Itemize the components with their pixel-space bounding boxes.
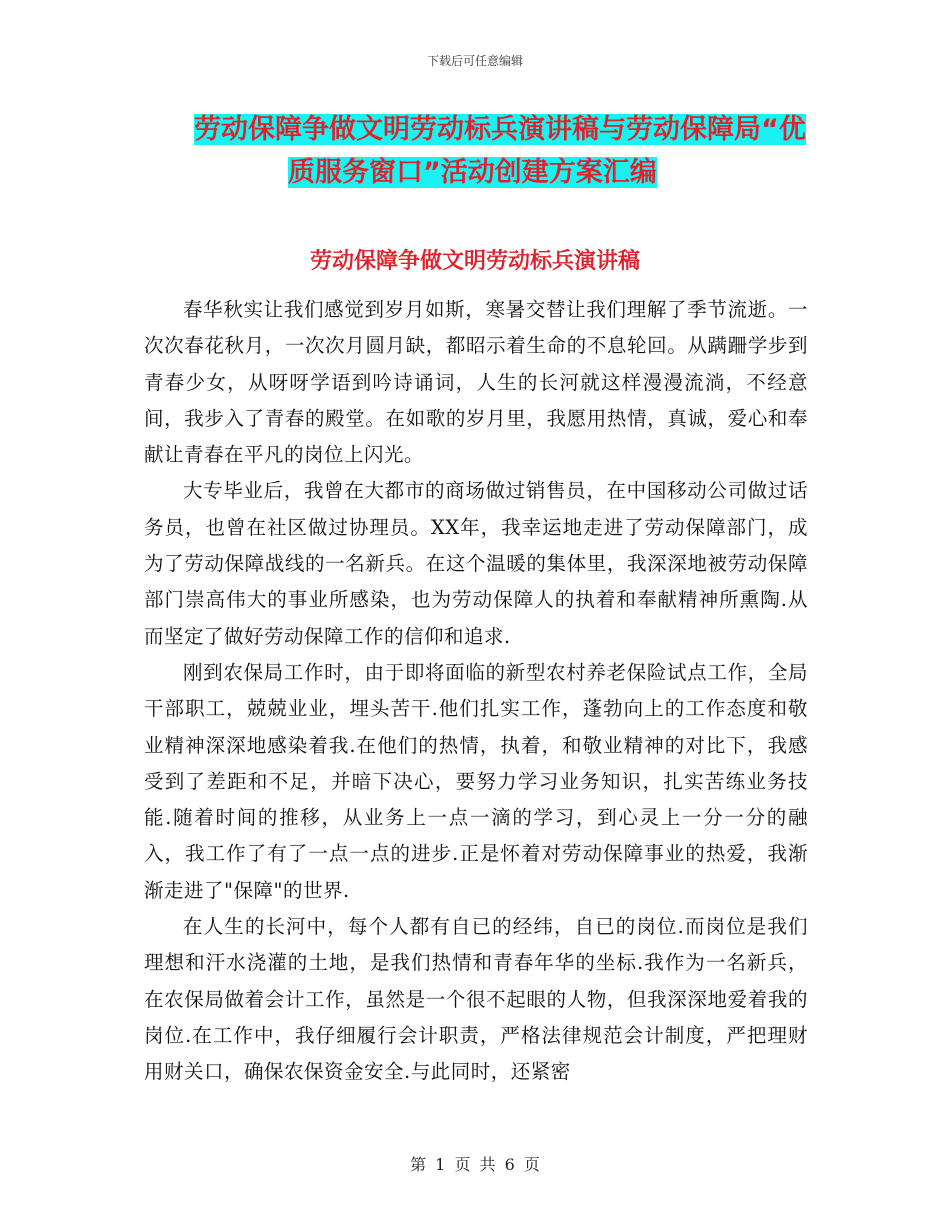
document-title-line-2 — [140, 151, 820, 194]
title-highlight-2: 质服务窗口”活动创建方案汇编 — [288, 157, 657, 188]
document-title — [140, 108, 820, 194]
paragraph-4: 在人生的长河中，每个人都有自已的经纬，自已的岗位.而岗位是我们理想和汗水浇灌的土地，是我们热情和青春年华的坐标.我作为一名新兵，在农保局做着会计工作，虽然是一个很不起眼的人物，但我深深地爱着我的岗位.在工作中，我仔细履行会计职责，严格法律规范会计制度，严把理财用财关口，确保农保资金安全.与此同时，还紧密 — [144, 915, 808, 1084]
page-number-footer: 第 1 页 共 6 页 — [410, 1155, 540, 1174]
page-header-note: 下载后可任意编辑 — [426, 54, 523, 68]
paragraph-2: 大专毕业后，我曾在大都市的商场做过销售员，在中国移动公司做过话务员，也曾在社区做过协理员。XX年，我幸运地走进了劳动保障部门，成为了劳动保障战线的一名新兵。在这个温暖的集体里，我深深地被劳动保障部门崇高伟大的事业所感染，也为劳动保障人的执着和奉献精神所熏陶.从而坚定了做好劳动保障工作的信仰和追求. — [144, 479, 808, 648]
section-heading: 劳动保障争做文明劳动标兵演讲稿 — [309, 249, 640, 274]
title-highlight-1: 劳动保障争做文明劳动标兵演讲稿与劳动保障局“优 — [194, 114, 806, 145]
body-text — [144, 292, 808, 1091]
document-title-line-1 — [140, 108, 820, 151]
paragraph-3: 刚到农保局工作时，由于即将面临的新型农村养老保险试点工作，全局干部职工，兢兢业业，埋头苦干.他们扎实工作，蓬勃向上的工作态度和敬业精神深深地感染着我.在他们的热情，执着，和敬业精神的对比下，我感受到了差距和不足，并暗下决心，要努力学习业务知识，扎实苦练业务技能.随着时间的推移，从业务上一点一滴的学习，到心灵上一分一分的融入，我工作了有了一点一点的进步.正是怀着对劳动保障事业的热爱，我渐渐走进了"保障"的世界. — [144, 660, 808, 902]
paragraph-1: 春华秋实让我们感觉到岁月如斯，寒暑交替让我们理解了季节流逝。一次次春花秋月，一次次月圆月缺，都昭示着生命的不息轮回。从蹒跚学步到青春少女，从呀呀学语到吟诗诵词，人生的长河就这样漫漫流淌，不经意间，我步入了青春的殿堂。在如歌的岁月里，我愿用热情，真诚，爱心和奉献让青春在平凡的岗位上闪光。 — [144, 298, 808, 467]
